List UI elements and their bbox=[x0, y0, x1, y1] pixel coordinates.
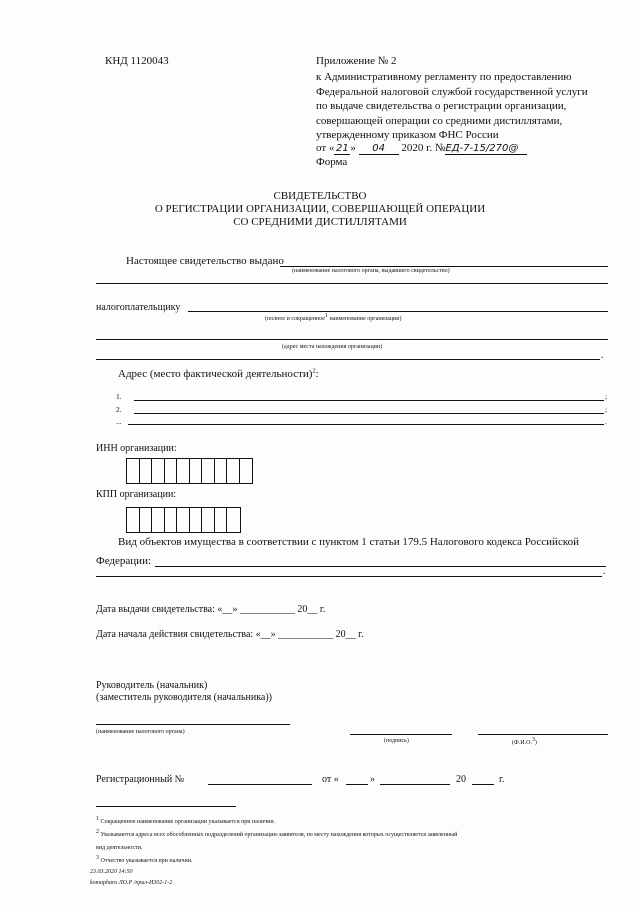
title-line-2: О РЕГИСТРАЦИИ ОРГАНИЗАЦИИ, СОВЕРШАЮЩЕЙ ОПЕРАЦИИ bbox=[154, 203, 486, 215]
sign-hint: (подпись) bbox=[384, 738, 409, 744]
registration-year: 20 bbox=[456, 774, 466, 785]
inn-cells[interactable] bbox=[126, 458, 253, 484]
kpp-cell[interactable] bbox=[140, 508, 153, 532]
registration-label: Регистрационный № bbox=[96, 774, 185, 785]
kpp-cell[interactable] bbox=[177, 508, 190, 532]
kpp-cell[interactable] bbox=[227, 508, 240, 532]
issued-field-line bbox=[280, 266, 608, 267]
address-field-line bbox=[96, 359, 600, 360]
kpp-cell[interactable] bbox=[202, 508, 215, 532]
footnote-text: вид деятельности. bbox=[96, 845, 143, 851]
taxpayer-field-line-2 bbox=[96, 339, 608, 340]
inn-cell[interactable] bbox=[152, 459, 165, 483]
appendix-line: к Административному регламенту по предоставлению bbox=[316, 71, 572, 83]
sign-line bbox=[350, 734, 452, 735]
inn-cell[interactable] bbox=[215, 459, 228, 483]
registration-number-line bbox=[208, 784, 312, 785]
activity-label-sup: 2 bbox=[312, 368, 316, 375]
kpp-cell[interactable] bbox=[127, 508, 140, 532]
kpp-cells[interactable] bbox=[126, 507, 241, 533]
taxpayer-hint-after: наименование организации) bbox=[327, 316, 402, 322]
activity-address-label bbox=[118, 368, 319, 380]
activity-item-2-line bbox=[134, 413, 604, 414]
inn-cell[interactable] bbox=[202, 459, 215, 483]
footnote-num: 3 bbox=[96, 855, 99, 861]
inn-cell[interactable] bbox=[165, 459, 178, 483]
date-prefix: от « bbox=[316, 142, 335, 154]
fio-hint bbox=[512, 737, 537, 746]
issue-date: Дата выдачи свидетельства: «__» ___________ 20__ г. bbox=[96, 604, 326, 615]
footnote bbox=[96, 827, 457, 840]
title-line-1: СВИДЕТЕЛЬСТВО bbox=[273, 190, 367, 202]
registration-from: от « bbox=[322, 774, 339, 785]
issued-label: Настоящее свидетельство выдано bbox=[126, 255, 284, 267]
registration-day-line bbox=[346, 784, 368, 785]
inn-cell[interactable] bbox=[140, 459, 153, 483]
footnote-num: 2 bbox=[96, 829, 99, 835]
footnote-num: 1 bbox=[96, 816, 99, 822]
activity-item-3-sep: . bbox=[605, 417, 607, 426]
taxpayer-hint bbox=[265, 313, 401, 322]
appendix-date-line bbox=[316, 142, 527, 155]
document-title bbox=[120, 190, 520, 229]
property-field-line bbox=[155, 566, 606, 567]
appendix-text bbox=[316, 70, 588, 143]
inn-cell[interactable] bbox=[227, 459, 240, 483]
property-field-line-2 bbox=[96, 576, 602, 577]
head-line-1: Руководитель (начальник) bbox=[96, 680, 208, 691]
issued-field-line-2 bbox=[96, 283, 608, 284]
date-month: 04 bbox=[359, 143, 399, 155]
start-date: Дата начала действия свидетельства: «__» ___________ 20__ г. bbox=[96, 629, 364, 640]
activity-item-1-line bbox=[134, 400, 604, 401]
appendix-line: совершающей операции со средними дистиллятами, bbox=[316, 114, 563, 127]
fio-hint-end: ) bbox=[534, 740, 537, 746]
footnote bbox=[96, 814, 457, 827]
date-day: 21 bbox=[336, 143, 349, 154]
appendix-title: Приложение № 2 bbox=[316, 55, 397, 67]
activity-item-1-sep: ; bbox=[605, 392, 608, 401]
property-line-2: Федерации: bbox=[96, 555, 152, 567]
inn-label: ИНН организации: bbox=[96, 443, 177, 454]
inn-cell[interactable] bbox=[240, 459, 253, 483]
inn-cell[interactable] bbox=[177, 459, 190, 483]
footnote-text: Сокращенное наименование организации указывается при наличии. bbox=[99, 819, 276, 825]
address-period: . bbox=[601, 350, 604, 361]
registration-month-line bbox=[380, 784, 450, 785]
footnotes bbox=[96, 814, 457, 866]
address-hint: (адрес места нахождения организации) bbox=[282, 344, 383, 350]
appendix-line: по выдаче свидетельства о регистрации организации, bbox=[316, 100, 567, 113]
taxpayer-hint-before: (полное и сокращенное bbox=[265, 316, 325, 322]
activity-item-2-sep: ; bbox=[605, 405, 608, 414]
taxpayer-field-line bbox=[188, 311, 608, 312]
footnote bbox=[96, 853, 457, 866]
kpp-cell[interactable] bbox=[152, 508, 165, 532]
activity-item-3-num: ... bbox=[116, 417, 122, 426]
date-mid: » bbox=[350, 142, 356, 154]
property-period: . bbox=[603, 566, 606, 577]
activity-item-2-num: 2. bbox=[116, 405, 122, 414]
fio-hint-text: (Ф.И.О. bbox=[512, 740, 532, 746]
activity-label-end: : bbox=[315, 368, 319, 380]
registration-year-line bbox=[472, 784, 494, 785]
kpp-cell[interactable] bbox=[165, 508, 178, 532]
order-number: ЕД-7-15/270@ bbox=[445, 143, 527, 155]
form-code: КНД 1120043 bbox=[105, 55, 169, 67]
print-file: komapharo ЛО.Р /прил-И302-1-2 bbox=[90, 880, 173, 886]
inn-cell[interactable] bbox=[190, 459, 203, 483]
head-line-2: (заместитель руководителя (начальника)) bbox=[96, 692, 273, 703]
appendix-line: Федеральной налоговой службой государственной услуги bbox=[316, 85, 588, 98]
kpp-cell[interactable] bbox=[190, 508, 203, 532]
issued-hint: (наименование налогового органа, выдавшего свидетельство) bbox=[292, 268, 450, 274]
fio-line bbox=[478, 734, 608, 735]
activity-item-3-line bbox=[128, 424, 604, 425]
activity-label-text: Адрес (место фактической деятельности) bbox=[118, 368, 313, 380]
taxpayer-label: налогоплательщику bbox=[96, 302, 181, 313]
footnote-text: Отчество указывается при наличии. bbox=[99, 858, 193, 864]
date-year-text: 2020 г. № bbox=[401, 142, 446, 154]
footnote-separator bbox=[96, 806, 236, 807]
registration-close: » bbox=[370, 774, 375, 785]
kpp-label: КПП организации: bbox=[96, 489, 177, 500]
org-signature-line bbox=[96, 724, 290, 725]
property-line-1: Вид объектов имущества в соответствии с пунктом 1 статьи 179.5 Налогового кодекса Российской bbox=[118, 536, 579, 548]
taxpayer-hint-sup: 1 bbox=[324, 313, 328, 319]
form-label: Форма bbox=[316, 156, 348, 168]
kpp-cell[interactable] bbox=[215, 508, 228, 532]
footnote-text: Указываются адреса всех обособленных подразделений организации-заявителя, по месту нахождения которых осуществляется заявленный bbox=[99, 832, 458, 838]
registration-g: г. bbox=[499, 774, 505, 785]
appendix-line: утвержденному приказом ФНС России bbox=[316, 129, 499, 142]
footnote bbox=[96, 840, 457, 853]
org-signature-hint: (наименование налогового органа) bbox=[96, 729, 185, 735]
fio-hint-sup: 3 bbox=[531, 737, 535, 743]
activity-item-1-num: 1. bbox=[116, 392, 122, 401]
title-line-3: СО СРЕДНИМИ ДИСТИЛЛЯТАМИ bbox=[233, 216, 407, 228]
print-timestamp: 23.03.2020 14:50 bbox=[90, 869, 133, 875]
inn-cell[interactable] bbox=[127, 459, 140, 483]
